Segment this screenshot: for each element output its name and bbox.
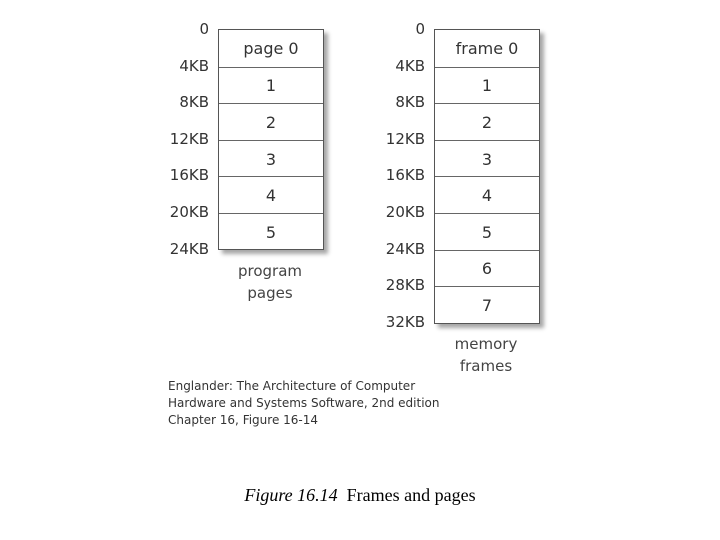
page-cell: 2 — [219, 103, 323, 141]
memory-frames-table — [434, 29, 540, 324]
frame-cell: 6 — [435, 250, 539, 288]
frame-cell: 7 — [435, 286, 539, 324]
source-credit — [168, 378, 439, 429]
address-label: 0 — [415, 20, 425, 38]
figure-caption — [0, 485, 720, 506]
figure-title: Frames and pages — [346, 485, 476, 505]
address-label: 8KB — [395, 93, 425, 112]
page-cell: 4 — [219, 176, 323, 214]
frame-cell: 2 — [435, 103, 539, 141]
address-label: 4KB — [179, 56, 209, 75]
figure-label: Figure 16.14 — [244, 485, 338, 505]
memory-caption-line-1: memory — [454, 335, 518, 353]
frame-cell: 4 — [435, 176, 539, 214]
address-label: 24KB — [169, 239, 209, 258]
frame-cell: 5 — [435, 213, 539, 251]
program-pages-caption — [218, 260, 322, 304]
credit-line-3: Chapter 16, Figure 16-14 — [168, 413, 319, 427]
address-label: 12KB — [385, 129, 425, 148]
address-label: 20KB — [169, 203, 209, 221]
frame-cell: frame 0 — [455, 38, 519, 58]
memory-caption-line-2: frames — [459, 357, 513, 375]
address-label: 8KB — [179, 93, 209, 112]
page-cell: 1 — [219, 67, 323, 105]
address-label: 32KB — [385, 312, 425, 331]
credit-line-2: Hardware and Systems Software, 2nd edition — [168, 396, 440, 410]
address-label: 20KB — [385, 203, 425, 221]
address-label: 16KB — [169, 166, 209, 185]
page-cell: page 0 — [243, 38, 299, 58]
frame-cell: 3 — [435, 140, 539, 178]
address-label: 12KB — [169, 129, 209, 148]
address-label: 0 — [199, 20, 209, 38]
program-caption-line-2: pages — [247, 284, 293, 302]
page-cell: 3 — [219, 140, 323, 178]
credit-line-1: Englander: The Architecture of Computer — [168, 379, 416, 393]
address-label: 24KB — [385, 239, 425, 258]
address-label: 4KB — [395, 56, 425, 75]
address-label: 28KB — [385, 276, 425, 295]
address-label: 16KB — [385, 166, 425, 185]
frame-cell: 1 — [435, 67, 539, 105]
memory-frames-caption — [434, 333, 538, 377]
program-pages-table — [218, 29, 324, 250]
program-caption-line-1: program — [237, 262, 303, 280]
page-cell: 5 — [219, 213, 323, 251]
